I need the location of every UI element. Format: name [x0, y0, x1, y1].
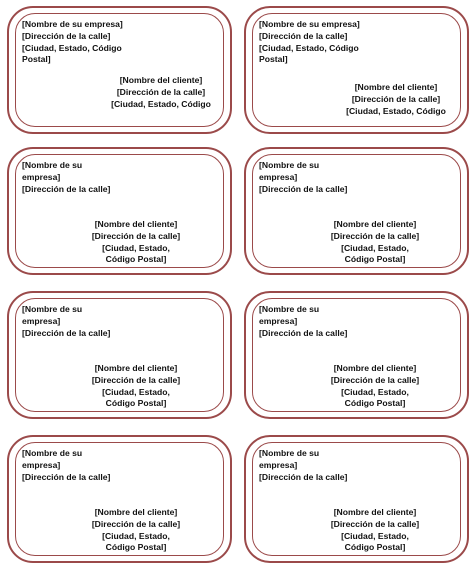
sender-block	[259, 19, 379, 66]
sender-block	[22, 19, 142, 66]
sender-block	[259, 448, 348, 483]
recipient-city: [Ciudad, Estado, Código	[111, 98, 211, 109]
address-label-7	[7, 435, 232, 563]
sender-street: [Dirección de la calle]	[259, 183, 348, 194]
sender-street: [Dirección de la calle]	[22, 327, 111, 338]
recipient-city: [Ciudad, Estado,	[102, 386, 170, 397]
address-label-5	[7, 291, 232, 419]
recipient-street: [Dirección de la calle]	[330, 518, 420, 529]
recipient-postal: Código Postal]	[344, 254, 406, 264]
sender-company-line2: empresa]	[259, 315, 298, 326]
recipient-client: [Nombre del cliente]	[333, 219, 417, 229]
sender-postal: Postal]	[259, 54, 288, 65]
recipient-client: [Nombre del cliente]	[119, 75, 203, 85]
sender-company-line2: empresa]	[22, 315, 61, 326]
recipient-city: [Ciudad, Estado,	[341, 530, 409, 541]
recipient-street: [Dirección de la calle]	[91, 518, 181, 529]
address-label-6	[244, 291, 469, 419]
address-label-2	[244, 6, 469, 134]
recipient-street: [Dirección de la calle]	[330, 230, 420, 241]
sender-company-line2: empresa]	[22, 171, 61, 182]
sender-company-line2: empresa]	[259, 459, 298, 470]
sender-street: [Dirección de la calle]	[259, 327, 348, 338]
sender-street: [Dirección de la calle]	[22, 471, 111, 482]
recipient-block	[86, 507, 186, 552]
address-label-3	[7, 147, 232, 275]
label-inner-border	[15, 442, 224, 556]
label-inner-border	[15, 154, 224, 268]
sender-company: [Nombre de su empresa]	[22, 19, 123, 29]
recipient-street: [Dirección de la calle]	[330, 374, 420, 385]
recipient-street: [Dirección de la calle]	[351, 93, 441, 104]
sender-company-line1: [Nombre de su	[22, 160, 83, 170]
recipient-street: [Dirección de la calle]	[91, 374, 181, 385]
sender-block	[259, 304, 348, 339]
sender-postal: Postal]	[22, 54, 51, 65]
recipient-client: [Nombre del cliente]	[94, 363, 178, 373]
recipient-block	[106, 75, 216, 123]
sender-company-line2: empresa]	[259, 171, 298, 182]
sender-city: [Ciudad, Estado, Código	[259, 42, 359, 53]
recipient-postal: Código Postal]	[105, 542, 167, 552]
sender-company-line2: empresa]	[22, 459, 61, 470]
address-label-8	[244, 435, 469, 563]
sender-street: [Dirección de la calle]	[22, 30, 111, 41]
sender-company-line1: [Nombre de su	[22, 304, 83, 314]
label-inner-border	[252, 442, 461, 556]
recipient-client: [Nombre del cliente]	[333, 363, 417, 373]
sender-company-line1: [Nombre de su	[259, 448, 320, 458]
recipient-block	[86, 363, 186, 408]
recipient-postal: Código Postal]	[344, 398, 406, 408]
recipient-client: [Nombre del cliente]	[333, 507, 417, 517]
recipient-client: [Nombre del cliente]	[94, 507, 178, 517]
recipient-block	[86, 219, 186, 264]
sender-block	[22, 160, 111, 195]
recipient-block	[325, 219, 425, 264]
sender-block	[259, 160, 348, 195]
sender-street: [Dirección de la calle]	[259, 30, 348, 41]
label-inner-border	[15, 13, 224, 127]
label-inner-border	[252, 154, 461, 268]
recipient-postal: Código Postal]	[105, 398, 167, 408]
sender-company-line1: [Nombre de su	[22, 448, 83, 458]
address-label-4	[244, 147, 469, 275]
recipient-block	[341, 82, 451, 125]
recipient-street: [Dirección de la calle]	[116, 86, 206, 97]
sender-company: [Nombre de su empresa]	[259, 19, 360, 29]
recipient-city: [Ciudad, Estado,	[341, 386, 409, 397]
recipient-client: [Nombre del cliente]	[94, 219, 178, 229]
recipient-city: [Ciudad, Estado, Código	[346, 105, 446, 116]
recipient-street: [Dirección de la calle]	[91, 230, 181, 241]
recipient-city: [Ciudad, Estado,	[102, 242, 170, 253]
recipient-city: [Ciudad, Estado,	[102, 530, 170, 541]
sender-block	[22, 304, 111, 339]
recipient-city: [Ciudad, Estado,	[341, 242, 409, 253]
label-inner-border	[252, 13, 461, 127]
label-inner-border	[15, 298, 224, 412]
label-inner-border	[252, 298, 461, 412]
recipient-postal: Código Postal]	[344, 542, 406, 552]
recipient-block	[325, 363, 425, 408]
address-label-1	[7, 6, 232, 134]
sender-street: [Dirección de la calle]	[259, 471, 348, 482]
sender-company-line1: [Nombre de su	[259, 160, 320, 170]
recipient-postal: Código Postal]	[105, 254, 167, 264]
sender-block	[22, 448, 111, 483]
recipient-client: [Nombre del cliente]	[354, 82, 438, 92]
sender-company-line1: [Nombre de su	[259, 304, 320, 314]
sender-street: [Dirección de la calle]	[22, 183, 111, 194]
recipient-block	[325, 507, 425, 552]
sender-city: [Ciudad, Estado, Código	[22, 42, 122, 53]
